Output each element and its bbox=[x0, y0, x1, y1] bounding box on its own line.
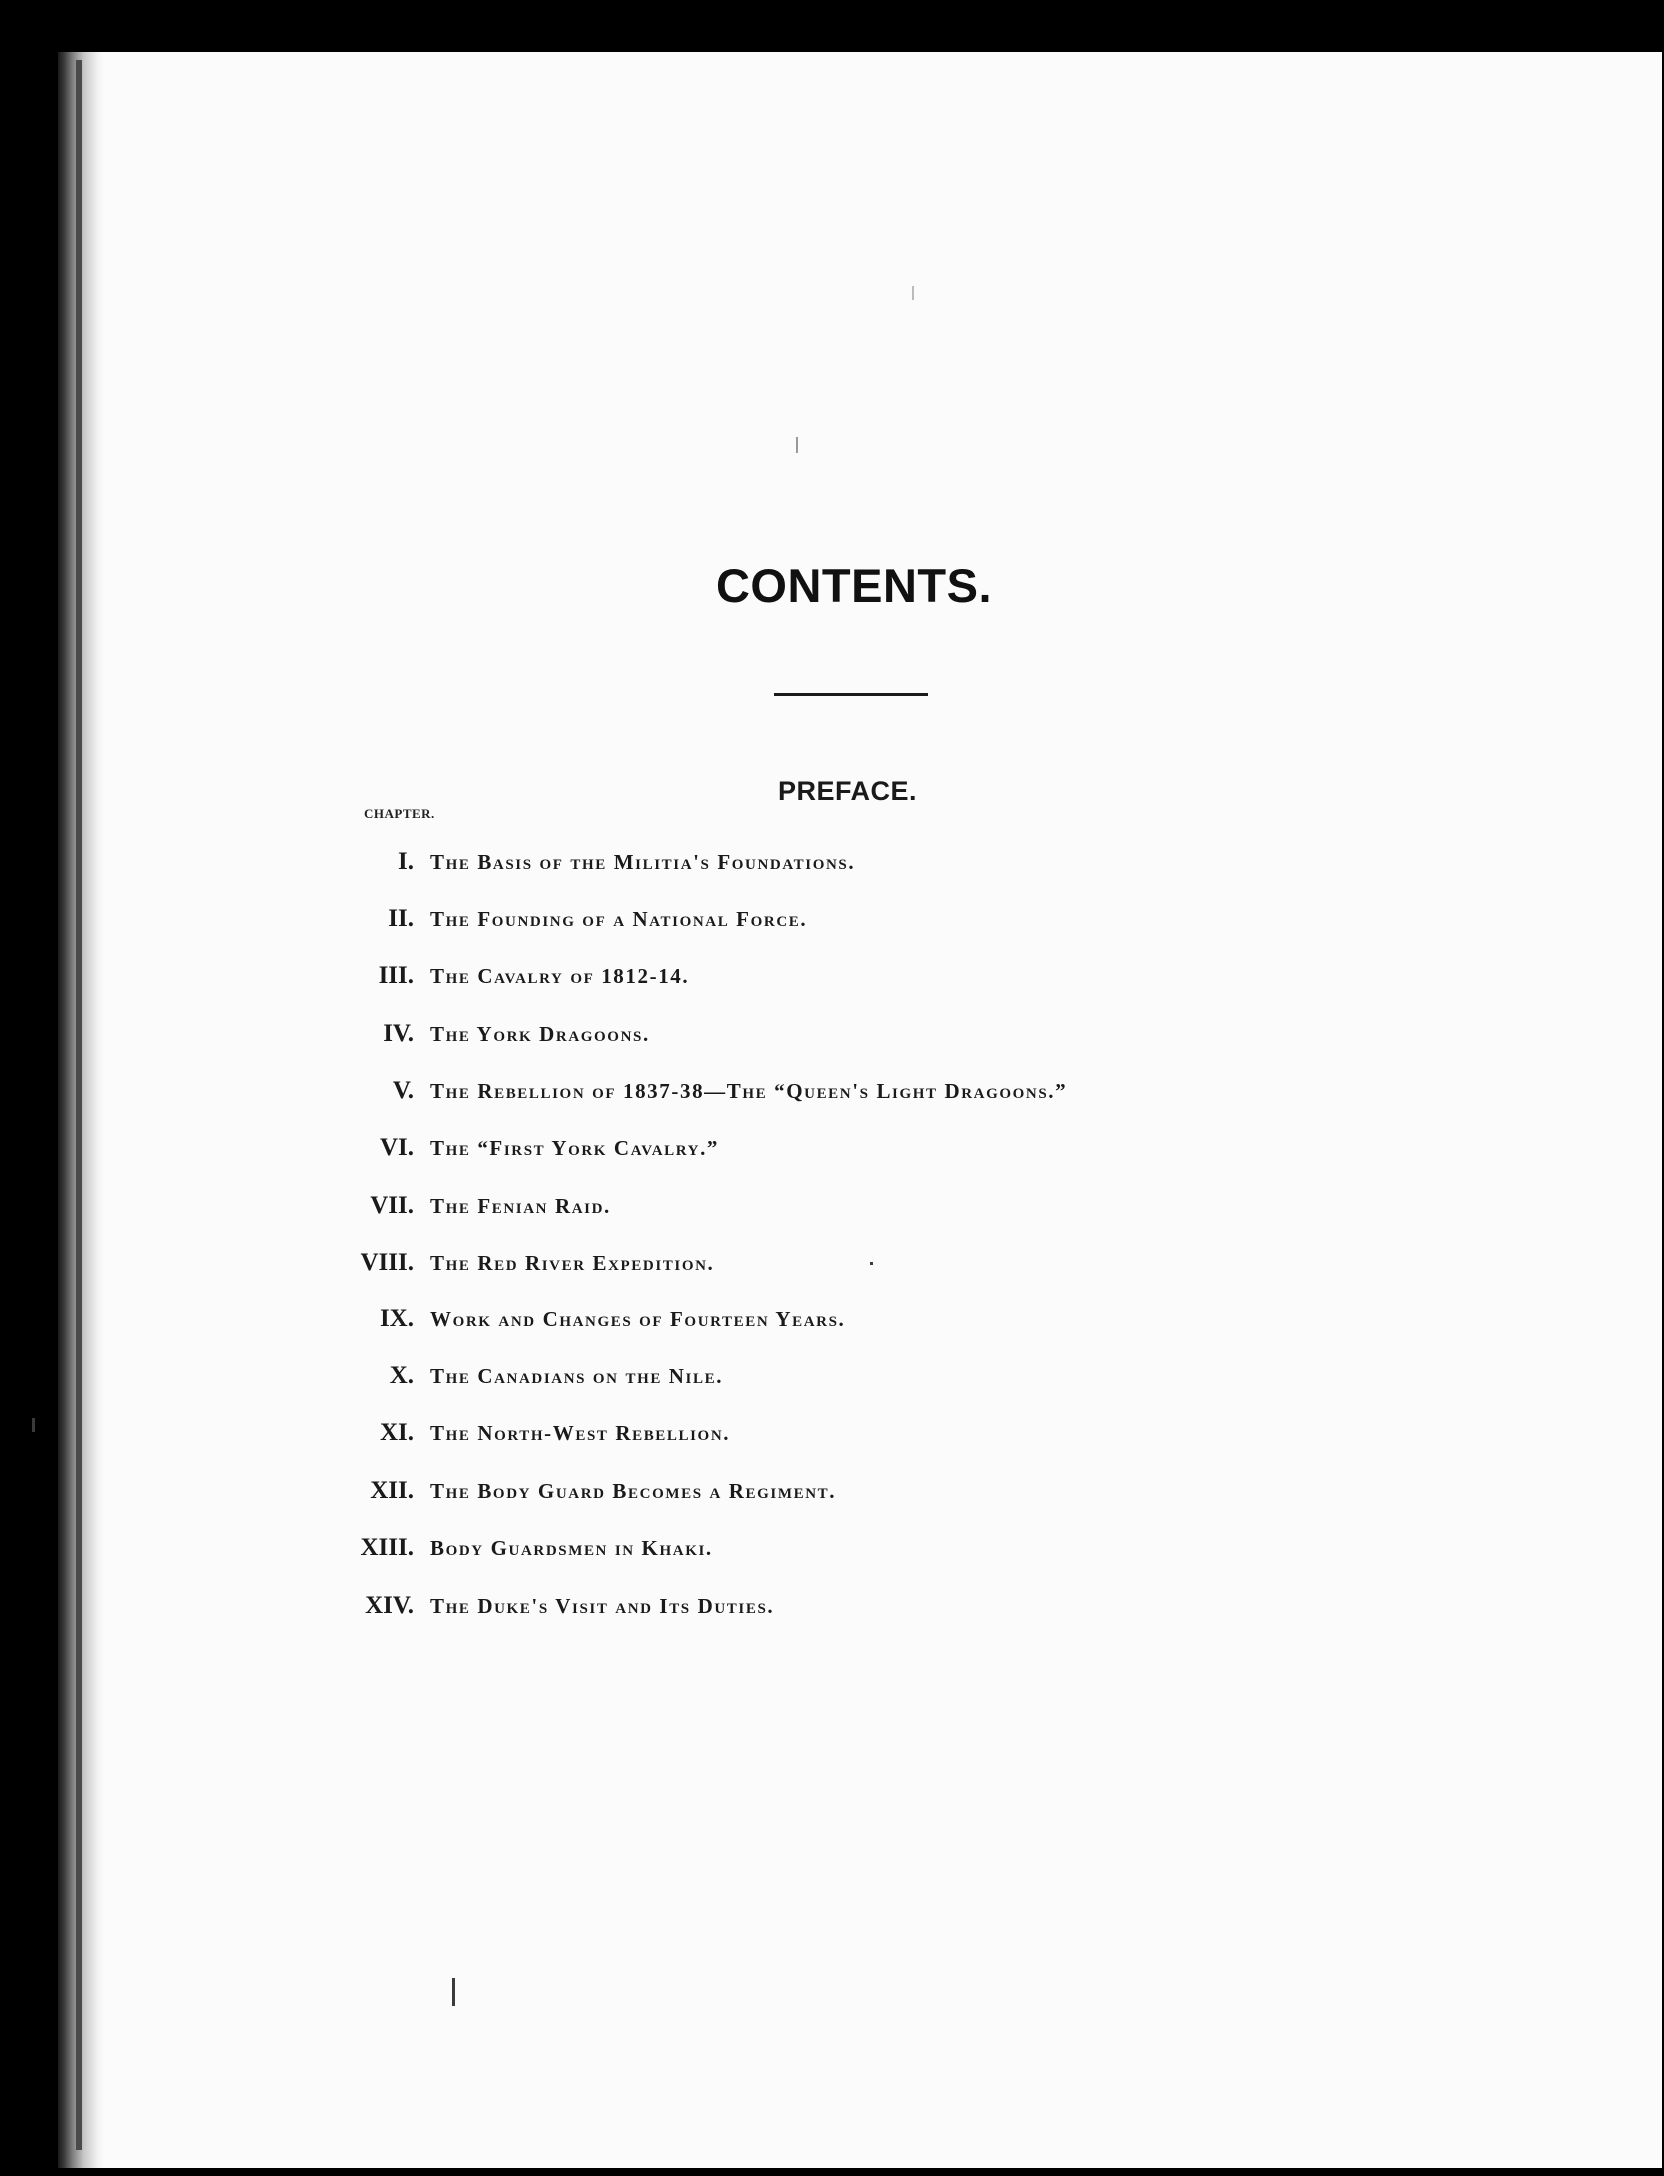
toc-entry bbox=[330, 1134, 1330, 1174]
chapter-title: The “First York Cavalry.” bbox=[430, 1136, 720, 1160]
toc-entry bbox=[330, 1077, 1330, 1117]
toc-entry bbox=[330, 1534, 1330, 1574]
chapter-title: The Rebellion of 1837-38—The “Queen's Light Dragoons.” bbox=[430, 1079, 1068, 1103]
chapter-number: XIII. bbox=[360, 1534, 414, 1561]
chapter-number: II. bbox=[388, 905, 414, 932]
page-title: CONTENTS. bbox=[715, 559, 993, 612]
chapter-number: III. bbox=[378, 962, 414, 989]
chapter-title: The Red River Expedition. bbox=[430, 1251, 715, 1275]
toc-entry bbox=[330, 1592, 1330, 1632]
chapter-number: VI. bbox=[379, 1134, 414, 1161]
chapter-title: The Fenian Raid. bbox=[430, 1194, 611, 1218]
chapter-title: The Cavalry of 1812-14. bbox=[430, 964, 690, 988]
chapter-number: VIII. bbox=[360, 1249, 414, 1276]
chapter-title: The Founding of a National Force. bbox=[430, 907, 808, 931]
chapter-title: Body Guardsmen in Khaki. bbox=[430, 1536, 713, 1560]
chapter-title: The Body Guard Becomes a Regiment. bbox=[430, 1479, 837, 1503]
scan-speck bbox=[912, 286, 914, 300]
binding-crease bbox=[76, 60, 82, 2150]
toc-entry bbox=[330, 1020, 1330, 1060]
toc-entry bbox=[330, 1305, 1330, 1345]
scan-speck bbox=[796, 437, 798, 453]
chapter-number: IV. bbox=[383, 1020, 414, 1047]
chapter-title: The York Dragoons. bbox=[430, 1022, 650, 1046]
toc-entry bbox=[330, 1362, 1330, 1402]
scan-speck bbox=[452, 1978, 455, 2006]
title-rule bbox=[774, 693, 928, 696]
chapter-number: VII. bbox=[370, 1192, 414, 1219]
toc-entry bbox=[330, 1192, 1330, 1232]
chapter-title: The Basis of the Militia's Foundations. bbox=[430, 850, 856, 874]
chapter-number: IX. bbox=[379, 1305, 414, 1332]
toc-entry bbox=[330, 1419, 1330, 1459]
chapter-number: V. bbox=[392, 1077, 414, 1104]
toc-entry bbox=[330, 1249, 1330, 1289]
toc-entry bbox=[330, 905, 1330, 945]
toc-entry bbox=[330, 962, 1330, 1002]
scan-speck bbox=[32, 1418, 35, 1432]
chapter-title: The Duke's Visit and Its Duties. bbox=[430, 1594, 775, 1618]
chapter-number: XI. bbox=[379, 1419, 414, 1446]
chapter-number: XII. bbox=[370, 1477, 414, 1504]
chapter-number: I. bbox=[398, 848, 414, 875]
chapter-title: Work and Changes of Fourteen Years. bbox=[430, 1307, 846, 1331]
chapter-column-label: CHAPTER. bbox=[364, 806, 435, 821]
chapter-title: The Canadians on the Nile. bbox=[430, 1364, 724, 1388]
toc-entry bbox=[330, 1477, 1330, 1517]
chapter-title: The North-West Rebellion. bbox=[430, 1421, 731, 1445]
chapter-number: X. bbox=[389, 1362, 414, 1389]
chapter-number: XIV. bbox=[365, 1592, 414, 1619]
preface-heading: PREFACE. bbox=[778, 776, 918, 806]
toc-entry bbox=[330, 848, 1330, 888]
